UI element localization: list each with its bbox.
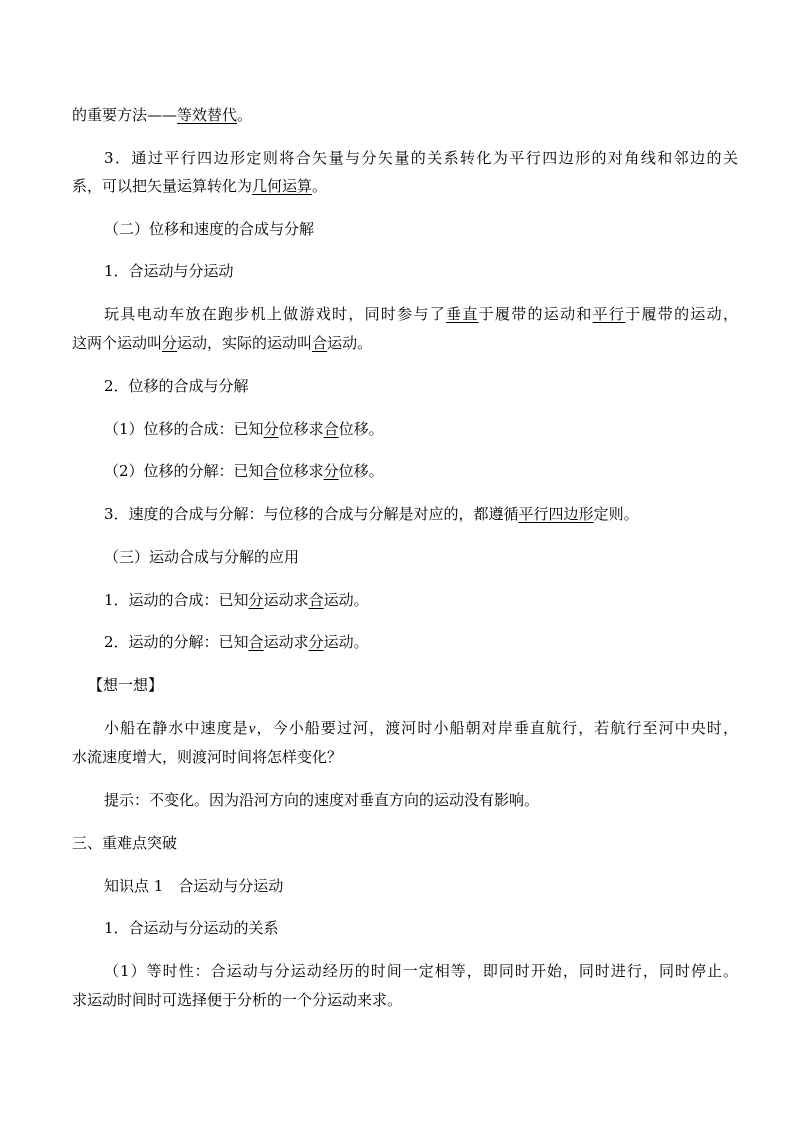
- paragraph-parallelogram-rule-line1: [104, 151, 738, 166]
- text: 。: [312, 177, 328, 195]
- underlined-answer: 分: [162, 334, 178, 352]
- text: 小船在静水中速度是: [104, 719, 249, 737]
- paragraph-equivalent-substitution: [72, 108, 738, 123]
- text: 1．合运动与分运动的关系: [104, 919, 279, 937]
- text: 1．合运动与分运动: [104, 262, 234, 280]
- text: 。: [237, 106, 253, 124]
- text: 运动求: [263, 591, 309, 609]
- text: 位移求: [278, 420, 324, 438]
- text: 定则。: [593, 505, 639, 523]
- paragraph-boat-question-line2: [72, 750, 738, 765]
- text: ，今小船要过河，渡河时小船朝对岸垂直航行，若航行至河中央时，: [255, 719, 738, 737]
- text: 运动，实际的运动叫: [177, 334, 313, 352]
- section-heading-2: [104, 222, 770, 237]
- paragraph-toy-car-line2: [72, 336, 738, 351]
- text: （2）位移的分解：已知: [104, 462, 264, 480]
- underlined-answer: 分: [263, 420, 279, 438]
- text: 【想一想】: [88, 676, 164, 694]
- text: 位移。: [338, 420, 384, 438]
- text: （1）位移的合成：已知: [104, 420, 264, 438]
- underlined-answer: 分: [323, 462, 339, 480]
- underlined-answer: 平行: [592, 305, 626, 323]
- text: 系，可以把矢量运算转化为: [72, 177, 253, 195]
- knowledge-point-heading: [104, 879, 770, 894]
- paragraph-boat-question-line1: [104, 721, 738, 737]
- underlined-answer: 几何运算: [252, 177, 313, 195]
- text: 于履带的运动和: [478, 305, 593, 323]
- text: 运动。: [323, 591, 369, 609]
- underlined-answer: 垂直: [446, 305, 479, 323]
- paragraph-displacement-decomposition: [104, 464, 770, 479]
- text: （二）位移和速度的合成与分解: [104, 220, 315, 238]
- underlined-answer: 合: [323, 420, 339, 438]
- text: （三）运动合成与分解的应用: [104, 548, 300, 566]
- underlined-answer: 合: [248, 633, 264, 651]
- paragraph-isochronism-line1: [104, 964, 738, 979]
- section-heading-3: [104, 550, 770, 565]
- subheading-relationship: [104, 921, 770, 936]
- paragraph-motion-composition: [104, 593, 770, 608]
- text: 位移。: [338, 462, 384, 480]
- text: 运动求: [263, 633, 309, 651]
- text: 水流速度增大，则渡河时间将怎样变化？: [72, 748, 343, 766]
- text: 提示：不变化。因为沿河方向的速度对垂直方向的运动没有影响。: [104, 791, 540, 809]
- paragraph-displacement-composition: [104, 422, 770, 437]
- underlined-answer: 平行四边形: [518, 505, 594, 523]
- paragraph-hint: [104, 793, 770, 808]
- underlined-answer: 合: [308, 591, 324, 609]
- underlined-answer: 分: [248, 591, 264, 609]
- text: 3．速度的合成与分解：与位移的合成与分解是对应的，都遵循: [104, 505, 519, 523]
- paragraph-velocity-composition: [104, 507, 770, 522]
- text: 运动。: [323, 633, 369, 651]
- underlined-answer: 分: [308, 633, 324, 651]
- underlined-answer: 合: [263, 462, 279, 480]
- text: 玩具电动车放在跑步机上做游戏时，同时参与了: [104, 305, 447, 323]
- text: 知识点 1 合运动与分运动: [104, 877, 284, 895]
- text: 的重要方法——: [72, 106, 178, 124]
- text: 运动。: [327, 334, 373, 352]
- section-heading-key-points: [72, 836, 738, 851]
- text: 于履带的运动，: [625, 305, 738, 323]
- velocity-symbol: v: [248, 721, 256, 737]
- think-about-it-heading: [88, 678, 754, 693]
- text: 2．位移的合成与分解: [104, 377, 249, 395]
- subheading-composite-motion: [104, 264, 770, 279]
- text: 2．运动的分解：已知: [104, 633, 249, 651]
- text: 这两个运动叫: [72, 334, 163, 352]
- text: 位移求: [278, 462, 324, 480]
- paragraph-isochronism-line2: [72, 993, 738, 1008]
- underlined-answer: 合: [312, 334, 328, 352]
- paragraph-parallelogram-rule-line2: [72, 179, 738, 194]
- text: （1）等时性：合运动与分运动经历的时间一定相等，即同时开始，同时进行，同时停止。: [104, 962, 738, 980]
- text: 1．运动的合成：已知: [104, 591, 249, 609]
- text: 三、重难点突破: [72, 834, 178, 852]
- text: 求运动时间时可选择便于分析的一个分运动来求。: [72, 991, 403, 1009]
- paragraph-motion-decomposition: [104, 635, 770, 650]
- text: 3．通过平行四边形定则将合矢量与分矢量的关系转化为平行四边形的对角线和邻边的关: [104, 149, 738, 167]
- paragraph-toy-car-line1: [104, 307, 738, 322]
- underlined-answer: 等效替代: [177, 106, 238, 124]
- subheading-displacement: [104, 379, 770, 394]
